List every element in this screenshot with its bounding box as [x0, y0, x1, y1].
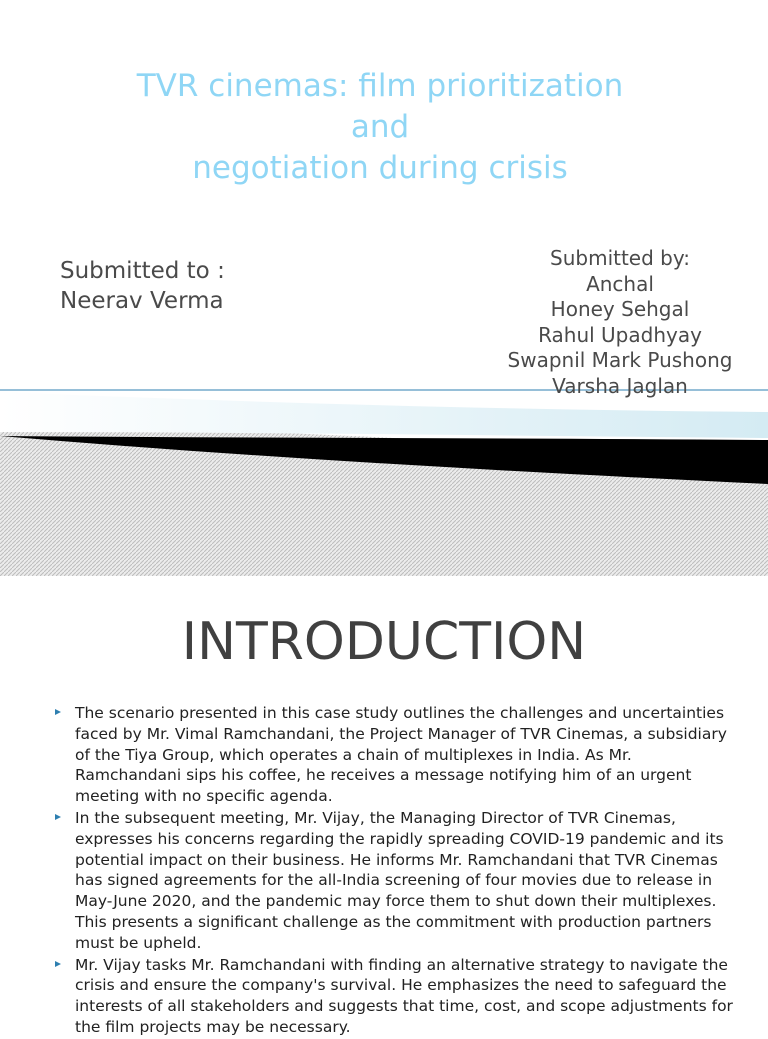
author-name: Varsha Jaglan	[552, 373, 688, 398]
slide-heading: INTRODUCTION	[181, 612, 587, 672]
list-item	[55, 703, 735, 807]
decorative-wave-graphic	[0, 380, 768, 576]
bullet-text: In the subsequent meeting, Mr. Vijay, the Managing Director of TVR Cinemas, expresses his concerns regarding the rapidly spreading COVID-19 pandemic and its potential impact on their business. He informs Mr. Ramchandani that TVR Cinemas has signed agreements for the all-India screening of four movies due to release in May-June 2020, and the pandemic may force them to shut down their multiplexes. This presents a significant challenge as the commitment with production partners must be upheld.	[75, 808, 724, 952]
author-name: Rahul Upadhyay	[538, 322, 702, 347]
title-line: negotiation during crisis	[192, 150, 568, 186]
bullet-text: The scenario presented in this case study outlines the challenges and uncertainties faced by Mr. Vimal Ramchandani, the Project Manager of TVR Cinemas, a subsidiary of the Tiya Group, which operates a chain of multiplexes in India. As Mr. Ramchandani sips his coffee, he receives a message notifying him of an urgent meeting with no specific agenda.	[75, 704, 727, 806]
author-name: Anchal	[586, 271, 654, 296]
bullet-arrow-icon	[55, 814, 61, 820]
submitted-to-label: Submitted to :	[60, 258, 225, 284]
submitted-to-name: Neerav Verma	[60, 288, 224, 314]
submitted-by-block	[490, 246, 750, 399]
author-name: Swapnil Mark Pushong	[507, 348, 733, 372]
submitted-by-label: Submitted by:	[550, 246, 690, 270]
slide-title	[40, 66, 720, 189]
bullet-arrow-icon	[55, 961, 61, 967]
bullet-list	[55, 703, 735, 1039]
title-line: and	[350, 109, 410, 145]
list-item	[55, 808, 735, 954]
author-name: Honey Sehgal	[550, 297, 690, 321]
submitted-to-block	[60, 256, 225, 316]
introduction-slide	[0, 588, 768, 1036]
title-line: TVR cinemas: film prioritization	[136, 68, 624, 104]
bullet-arrow-icon	[55, 709, 61, 715]
bullet-text: Mr. Vijay tasks Mr. Ramchandani with finding an alternative strategy to navigate the crisis and ensure the company's survival. He emphasizes the need to safeguard the interests of all stakeholders and suggests that time, cost, and scope adjustments for the film projects may be necessary.	[75, 955, 733, 1036]
list-item	[55, 955, 735, 1038]
